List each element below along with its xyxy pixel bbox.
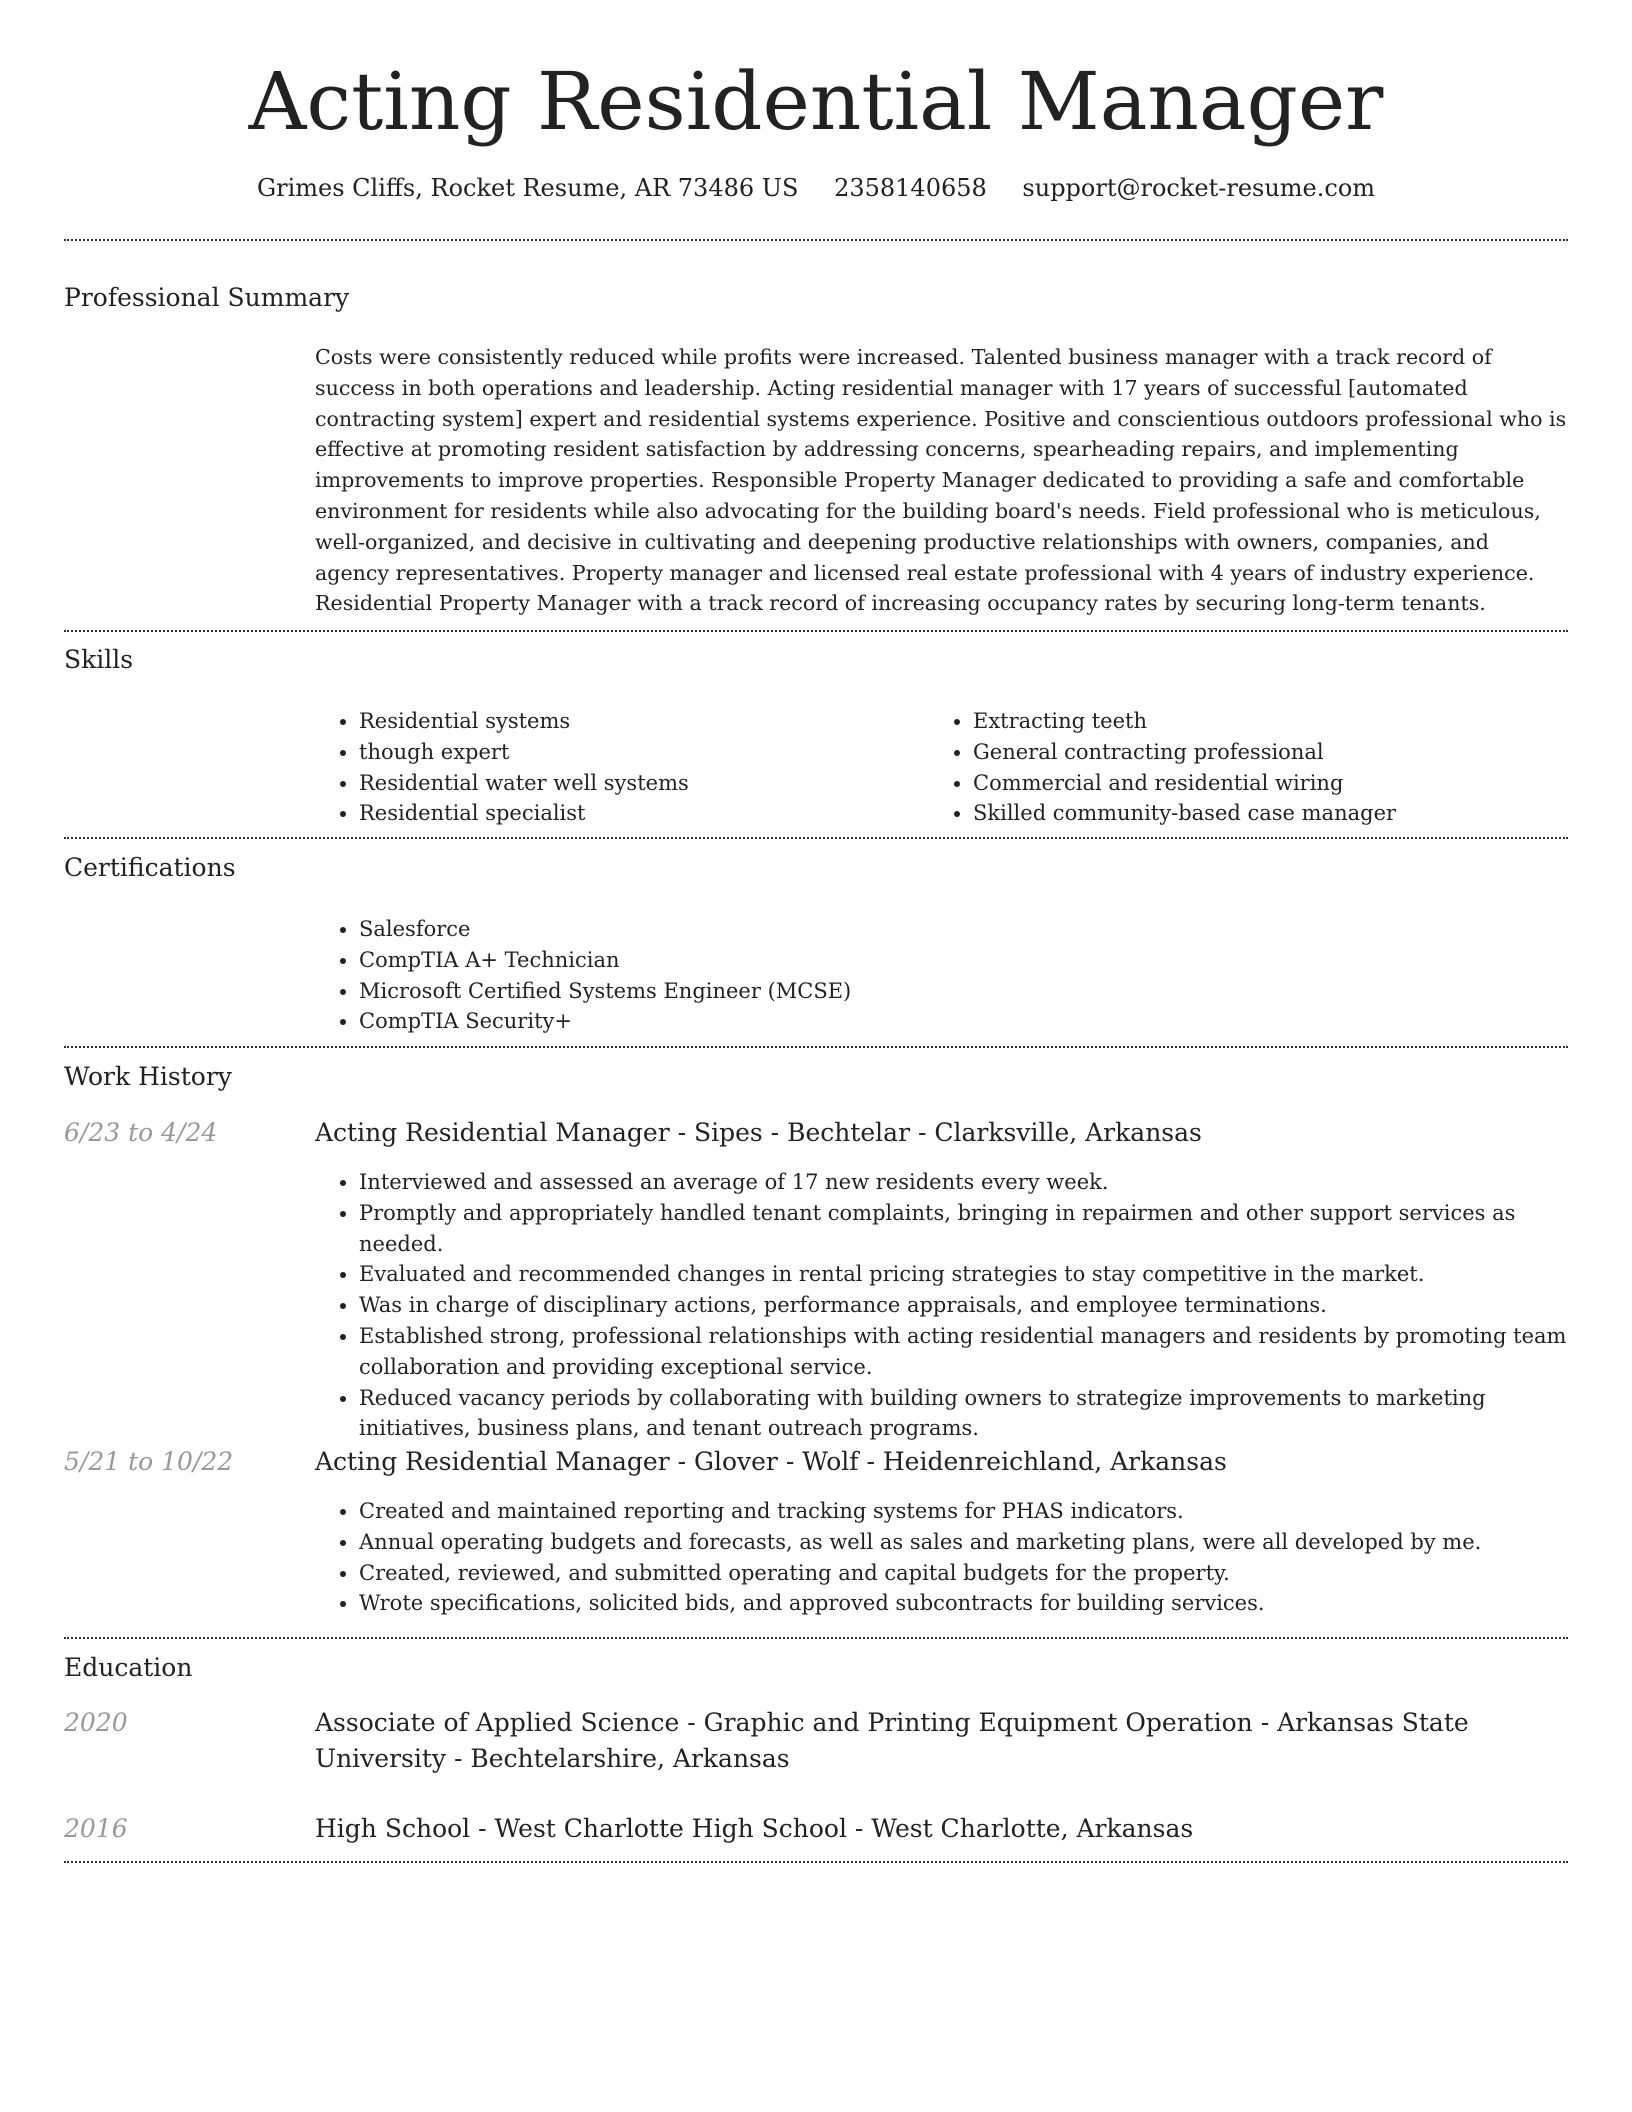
section-divider (64, 837, 1568, 839)
section-title-certifications: Certifications (64, 853, 236, 882)
education-entry (315, 1811, 1568, 1847)
contact-phone: 2358140658 (834, 174, 987, 202)
job-bullet: • Promptly and appropriately handled tenant complaints, bringing in repairmen and other support services as needed. (359, 1198, 1568, 1260)
summary-text: Costs were consistently reduced while profits were increased. Talented business manager with a track record of success in both operations and leadership. Acting residential manager with 17 years of successful [automated contracting system] expert and residential systems experience. Positive and conscientious outdoors professional who is effective at promoting resident satisfaction by addressing concerns, spearheading repairs, and implementing improvements to improve properties. Responsible Property Manager dedicated to providing a safe and comfortable environment for residents while also advocating for the building board's needs. Field professional who is meticulous, well-organized, and decisive in cultivating and deepening productive relationships with owners, companies, and agency representatives. Property manager and licensed real estate professional with 4 years of industry experience. Residential Property Manager with a track record of increasing occupancy rates by securing long-term tenants. (315, 345, 1567, 616)
skill-item: • Residential specialist (359, 798, 915, 829)
skill-item: • Extracting teeth (973, 706, 1568, 737)
section-divider (64, 239, 1568, 241)
candidate-name: Acting Residential Manager (248, 55, 1384, 148)
education-school-location: - West Charlotte High School - West Charlotte, Arkansas (470, 1814, 1194, 1843)
certification-item: • Salesforce (359, 914, 851, 945)
certifications-list (315, 914, 851, 1037)
job-bullet: • Reduced vacancy periods by collaborating with building owners to strategize improvements to marketing initiatives, business plans, and tenant outreach programs. (359, 1383, 1568, 1445)
certification-item: • Microsoft Certified Systems Engineer (MCSE) (359, 976, 851, 1007)
skill-item: • General contracting professional (973, 737, 1568, 768)
contact-address: Grimes Cliffs, Rocket Resume, AR 73486 US (256, 174, 799, 202)
job-bullet: • Was in charge of disciplinary actions, performance appraisals, and employee terminations. (359, 1290, 1568, 1321)
section-divider (64, 1637, 1568, 1639)
job-bullets (315, 1167, 1568, 1444)
contact-line (0, 171, 1632, 205)
job-bullet: • Created and maintained reporting and tracking systems for PHAS indicators. (359, 1496, 1568, 1527)
education-degree: High School (315, 1814, 471, 1843)
job-bullet: • Evaluated and recommended changes in rental pricing strategies to stay competitive in the market. (359, 1259, 1568, 1290)
section-title-education: Education (64, 1653, 193, 1682)
skills-column-right (929, 706, 1568, 829)
certification-item: • CompTIA Security+ (359, 1006, 851, 1037)
job-bullet: • Interviewed and assessed an average of 17 new residents every week. (359, 1167, 1568, 1198)
job-employer-location: - Glover - Wolf - Heidenreichland, Arkansas (669, 1447, 1227, 1476)
education-entry (315, 1705, 1568, 1777)
job-title (315, 1445, 1227, 1479)
skills-column-left (315, 706, 915, 829)
skill-item: • though expert (359, 737, 915, 768)
skill-item: • Residential systems (359, 706, 915, 737)
job-bullets (315, 1496, 1568, 1619)
section-title-skills: Skills (64, 645, 134, 674)
section-divider (64, 1861, 1568, 1863)
job-employer-location: - Sipes - Bechtelar - Clarksville, Arkansas (669, 1118, 1202, 1147)
section-title-summary: Professional Summary (64, 283, 350, 312)
skill-item: • Skilled community-based case manager (973, 798, 1568, 829)
contact-email: support@rocket-resume.com (1022, 174, 1376, 202)
education-year: 2020 (64, 1708, 128, 1737)
job-bullet: • Established strong, professional relationships with acting residential managers and residents by promoting team collaboration and providing exceptional service. (359, 1321, 1568, 1383)
job-bullet: • Annual operating budgets and forecasts, as well as sales and marketing plans, were all developed by me. (359, 1527, 1568, 1558)
job-dates: 5/21 to 10/22 (64, 1447, 234, 1476)
education-school-location: - Arkansas State University - Bechtelarshire, Arkansas (315, 1708, 1469, 1773)
section-divider (64, 630, 1568, 632)
job-dates: 6/23 to 4/24 (64, 1118, 218, 1147)
section-divider (64, 1046, 1568, 1048)
job-bullet: • Created, reviewed, and submitted operating and capital budgets for the property. (359, 1558, 1568, 1589)
section-title-work-history: Work History (64, 1062, 232, 1091)
job-title (315, 1116, 1202, 1150)
certification-item: • CompTIA A+ Technician (359, 945, 851, 976)
job-bullet: • Wrote specifications, solicited bids, and approved subcontracts for building services. (359, 1588, 1568, 1619)
job-role: Acting Residential Manager (315, 1447, 670, 1476)
education-degree: Associate of Applied Science - Graphic and Printing Equipment Operation (315, 1708, 1253, 1737)
education-year: 2016 (64, 1814, 128, 1843)
job-role: Acting Residential Manager (315, 1118, 670, 1147)
skill-item: • Residential water well systems (359, 768, 915, 799)
skill-item: • Commercial and residential wiring (973, 768, 1568, 799)
